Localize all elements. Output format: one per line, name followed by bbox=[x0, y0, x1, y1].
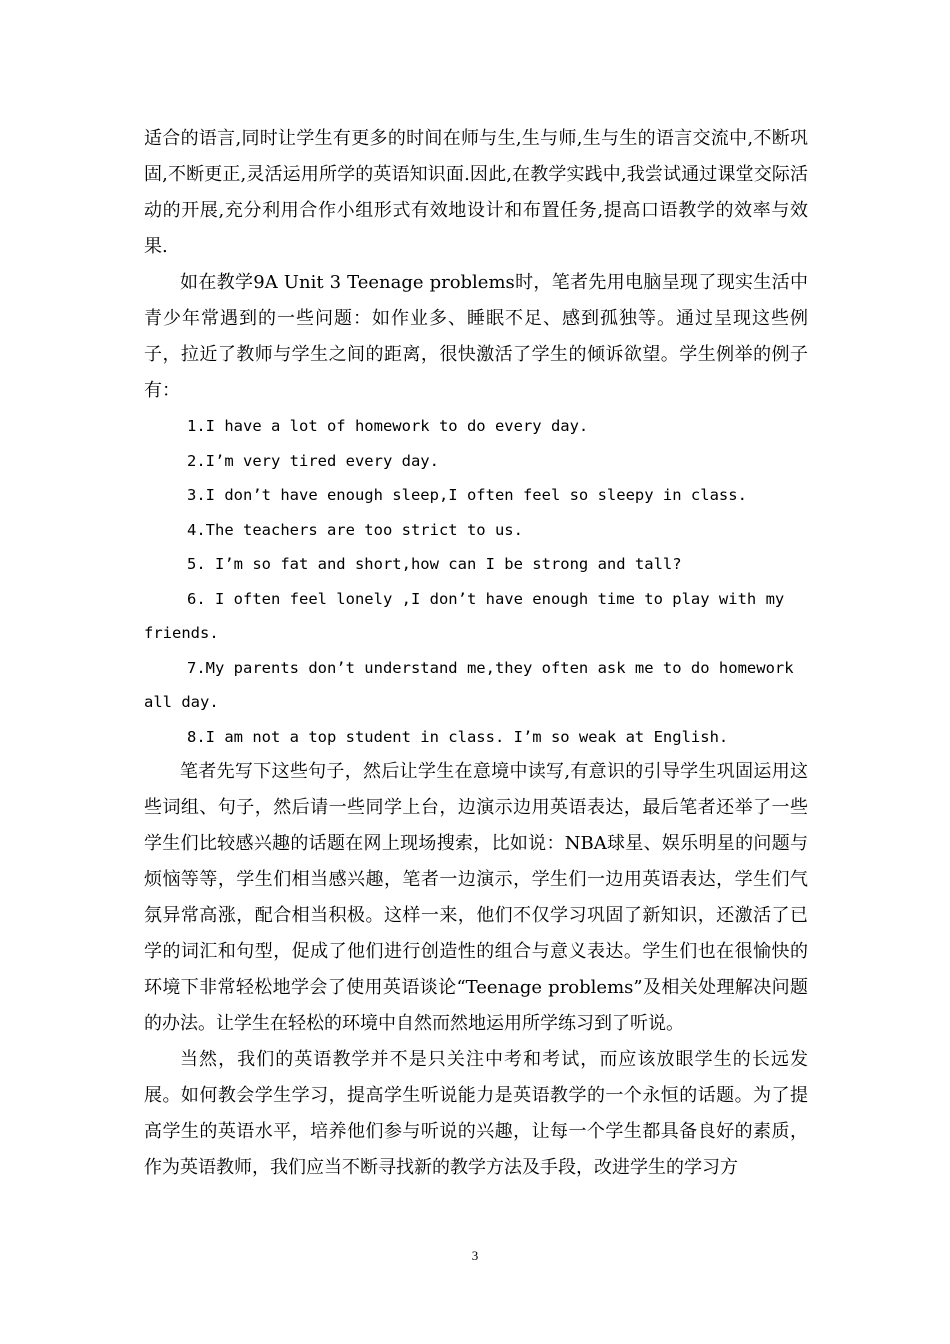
example-sentence: 6. I often feel lonely ,I don’t have enough time to play with my friends. bbox=[144, 589, 794, 642]
example-sentence: 3.I don’t have enough sleep,I often feel so sleepy in class. bbox=[187, 486, 747, 504]
paragraph-conclusion: 当然，我们的英语教学并不是只关注中考和考试，而应该放眼学生的长远发展。如何教会学生学习，提高学生听说能力是英语教学的一个永恒的话题。为了提高学生的英语水平，培养他们参与听说的兴趣，让每一个学生都具备良好的素质，作为英语教师，我们应当不断寻找新的教学方法及手段，改进学生的学习方 bbox=[144, 1049, 808, 1178]
example-sentence: 4.The teachers are too strict to us. bbox=[187, 520, 523, 539]
example-sentence-list bbox=[144, 409, 808, 754]
example-sentence: 7.My parents don’t understand me,they often ask me to do homework all day. bbox=[144, 658, 803, 711]
paragraph-teaching-example: 如在教学9A Unit 3 Teenage problems时，笔者先用电脑呈现了现实生活中青少年常遇到的一些问题：如作业多、睡眠不足、感到孤独等。通过呈现这些例子，拉近了教师与学生之间的距离，很快激活了学生的倾诉欲望。学生例举的例子有： bbox=[144, 272, 808, 401]
page-number: 3 bbox=[471, 1248, 479, 1263]
example-sentence: 8.I am not a top student in class. I’m so weak at English. bbox=[187, 727, 729, 746]
example-sentence: 5. I’m so fat and short,how can I be strong and tall? bbox=[187, 555, 682, 573]
example-sentence: 2.I’m very tired every day. bbox=[187, 451, 439, 470]
body-text bbox=[144, 121, 808, 1186]
paragraph-activity-description: 笔者先写下这些句子，然后让学生在意境中读写,有意识的引导学生巩固运用这些词组、句子，然后请一些同学上台，边演示边用英语表达，最后笔者还举了一些学生们比较感兴趣的话题在网上现场搜索，比如说：NBA球星、娱乐明星的问题与烦恼等等，学生们相当感兴趣，笔者一边演示，学生们一边用英语表达，学生们气氛异常高涨，配合相当积极。这样一来，他们不仅学习巩固了新知识，还激活了已学的词汇和句型，促成了他们进行创造性的组合与意义表达。学生们也在很愉快的环境下非常轻松地学会了使用英语谈论“Teenage problems”及相关处理解决问题的办法。让学生在轻松的环境中自然而然地运用所学练习到了听说。 bbox=[144, 761, 808, 1034]
paragraph-continuation: 适合的语言,同时让学生有更多的时间在师与生,生与师,生与生的语言交流中,不断巩固,不断更正,灵活运用所学的英语知识面.因此,在教学实践中,我尝试通过课堂交际活动的开展,充分利用合作小组形式有效地设计和布置任务,提高口语教学的效率与效果. bbox=[144, 128, 808, 257]
example-sentence: 1.I have a lot of homework to do every day. bbox=[187, 417, 589, 435]
